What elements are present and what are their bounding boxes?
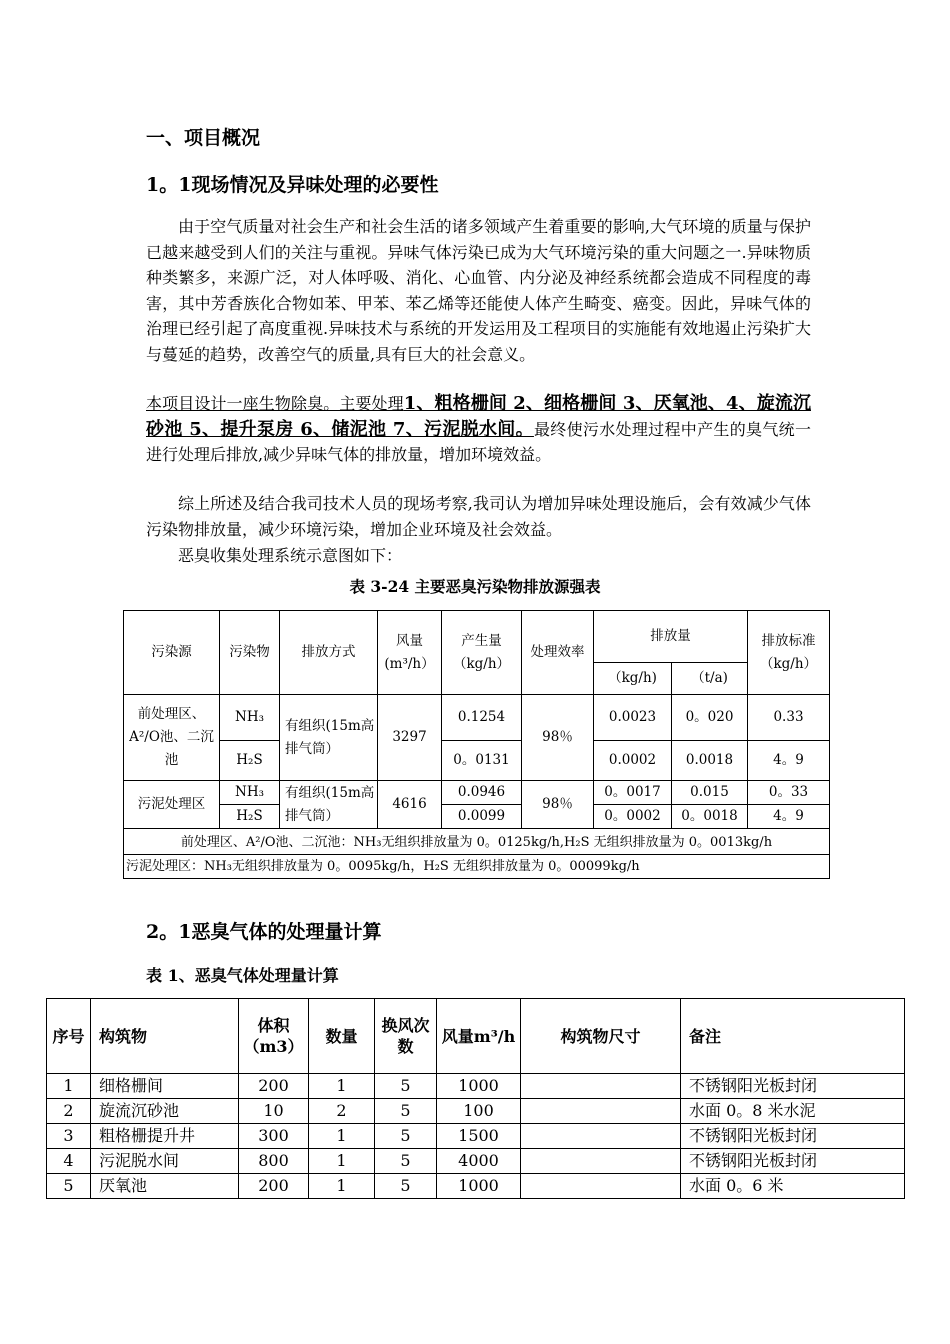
subsection-heading-site-situation: 1。1现场情况及异味处理的必要性 (146, 174, 439, 196)
t1-cell: 0.0002 (594, 741, 672, 781)
t2-cell: 1000 (437, 1074, 521, 1099)
t2-cell (521, 1099, 681, 1124)
t2-cell: 1000 (437, 1174, 521, 1199)
t2-cell (521, 1074, 681, 1099)
t2-cell: 5 (375, 1174, 437, 1199)
t2-cell: 5 (375, 1124, 437, 1149)
t1-cell: H₂S (220, 741, 280, 781)
t1-cell: 0。0017 (594, 781, 672, 805)
t2-cell: 4 (47, 1149, 91, 1174)
t1-cell: 0.0946 (442, 781, 522, 805)
t2-cell: 10 (239, 1099, 309, 1124)
odor-volume-table (46, 998, 905, 1199)
paragraph-conclusion: 综上所述及结合我司技术人员的现场考察,我司认为增加异味处理设施后，会有效减少气体污染物排放量，减少环境污染，增加企业环境及社会效益。 (146, 494, 811, 539)
t2-cell: 5 (375, 1099, 437, 1124)
t1-note-fugitive-2: 污泥处理区：NH₃无组织排放量为 0。0095kg/h，H₂S 无组织排放量为 0。00099kg/h (124, 855, 830, 879)
table-row (47, 1074, 905, 1099)
t1-cell: 0。020 (672, 695, 748, 741)
table-row (47, 1099, 905, 1124)
t1-note-fugitive-1: 前处理区、A²/O池、二沉池：NH₃无组织排放量为 0。0125kg/h,H₂S 无组织排放量为 0。0013kg/h (124, 829, 830, 855)
table1-caption: 表 3-24 主要恶臭污染物排放源强表 (349, 577, 601, 596)
t2-cell: 细格栅间 (91, 1074, 239, 1099)
t1-group1-source: 前处理区、A²/O池、二沉池 (124, 695, 220, 781)
t1-header-standard: 排放标准 （kg/h） (748, 611, 830, 695)
t1-header-source: 污染源 (124, 611, 220, 695)
table-row (47, 1174, 905, 1199)
t1-cell: 4。9 (748, 805, 830, 829)
t1-header-pollutant: 污染物 (220, 611, 280, 695)
t1-group1-method: 有组织(15m高排气筒） (280, 695, 378, 781)
t2-cell: 1500 (437, 1124, 521, 1149)
t2-cell: 100 (437, 1099, 521, 1124)
t1-group1-efficiency: 98％ (522, 695, 594, 781)
t1-cell: 0。0002 (594, 805, 672, 829)
paragraph-project-scope (146, 391, 811, 468)
t1-group2-efficiency: 98％ (522, 781, 594, 829)
t1-header-efficiency: 处理效率 (522, 611, 594, 695)
t2-cell: 2 (309, 1099, 375, 1124)
t2-header-qty: 数量 (309, 999, 375, 1074)
t1-cell: 0.0099 (442, 805, 522, 829)
t1-header-method: 排放方式 (280, 611, 378, 695)
t1-cell: 0。33 (748, 781, 830, 805)
t2-header-air: 风量m³/h (437, 999, 521, 1074)
table-row (47, 1149, 905, 1174)
t2-cell: 5 (375, 1074, 437, 1099)
t1-cell: 0.1254 (442, 695, 522, 741)
t1-group2-method: 有组织(15m高排气筒） (280, 781, 378, 829)
scope-tail-text: 最终使污水处理过程中产生的臭气统一进行处理后排放,减少异味气体的排放量，增加环境效益。 (146, 419, 811, 464)
t1-header-emission: 排放量 (594, 611, 748, 663)
scope-lead-text: 本项目设计一座生物除臭。主要处理 (146, 394, 404, 413)
t2-cell (521, 1149, 681, 1174)
t2-header-volume: 体积（m3） (239, 999, 309, 1074)
t1-cell: 0.33 (748, 695, 830, 741)
t2-cell: 1 (309, 1174, 375, 1199)
t2-cell: 3 (47, 1124, 91, 1149)
t1-cell: 4。9 (748, 741, 830, 781)
t2-cell: 旋流沉砂池 (91, 1099, 239, 1124)
t2-cell: 2 (47, 1099, 91, 1124)
t1-cell: H₂S (220, 805, 280, 829)
t1-header-generation: 产生量 （kg/h） (442, 611, 522, 695)
t2-cell: 5 (375, 1149, 437, 1174)
t2-cell: 300 (239, 1124, 309, 1149)
t2-cell: 水面 0。6 米 (681, 1174, 905, 1199)
t2-cell: 水面 0。8 米水泥 (681, 1099, 905, 1124)
paragraph-diagram-intro: 恶臭收集处理系统示意图如下： (178, 546, 403, 565)
t1-cell: 0.0018 (672, 741, 748, 781)
t2-cell: 1 (309, 1124, 375, 1149)
t1-group2-source: 污泥处理区 (124, 781, 220, 829)
t2-header-name: 构筑物 (91, 999, 239, 1074)
t2-cell: 5 (47, 1174, 91, 1199)
t2-header-times: 换风次数 (375, 999, 437, 1074)
t1-header-emission-ta: （t/a) (672, 663, 748, 695)
t2-cell: 200 (239, 1174, 309, 1199)
t1-cell: 0。0018 (672, 805, 748, 829)
t2-cell (521, 1124, 681, 1149)
t2-cell (521, 1174, 681, 1199)
t1-cell: 0。0131 (442, 741, 522, 781)
t2-cell: 1 (309, 1074, 375, 1099)
t2-cell: 不锈钢阳光板封闭 (681, 1149, 905, 1174)
subsection-heading-volume-calc: 2。1恶臭气体的处理量计算 (146, 921, 382, 943)
t2-cell: 1 (309, 1149, 375, 1174)
t1-header-emission-kgh: （kg/h) (594, 663, 672, 695)
t2-cell: 800 (239, 1149, 309, 1174)
paragraph-background: 由于空气质量对社会生产和社会生活的诸多领域产生着重要的影响,大气环境的质量与保护已越来越受到人们的关注与重视。异味气体污染已成为大气环境污染的重大问题之一.异味物质种类繁多，来源广泛，对人体呼吸、消化、心血管、内分泌及神经系统都会造成不同程度的毒害，其中芳香族化合物如苯、甲苯、苯乙烯等还能使人体产生畸变、癌变。因此，异味气体的治理已经引起了高度重视.异味技术与系统的开发运用及工程项目的实施能有效地遏止污染扩大与蔓延的趋势，改善空气的质量,具有巨大的社会意义。 (146, 217, 811, 364)
t2-header-no: 序号 (47, 999, 91, 1074)
t1-group1-air: 3297 (378, 695, 442, 781)
scope-facility-list: 1、粗格栅间 2、细格栅间 3、厌氧池、4、旋流沉砂池 5、提升泵房 6、储泥池 7、污泥脱水间。 (146, 393, 811, 440)
t2-header-size: 构筑物尺寸 (521, 999, 681, 1074)
t2-cell: 污泥脱水间 (91, 1149, 239, 1174)
t2-header-remark: 备注 (681, 999, 905, 1074)
table2-caption: 表 1、恶臭气体处理量计算 (146, 966, 339, 985)
table-row (47, 1124, 905, 1149)
t2-cell: 不锈钢阳光板封闭 (681, 1124, 905, 1149)
t1-group2-air: 4616 (378, 781, 442, 829)
t1-cell: NH₃ (220, 695, 280, 741)
t2-cell: 4000 (437, 1149, 521, 1174)
t1-header-air-volume: 风量 (m³/h） (378, 611, 442, 695)
t2-cell: 1 (47, 1074, 91, 1099)
odor-emission-table (123, 610, 830, 879)
t2-cell: 不锈钢阳光板封闭 (681, 1074, 905, 1099)
t1-cell: 0.015 (672, 781, 748, 805)
section-heading-overview: 一、项目概况 (146, 127, 261, 149)
t1-cell: 0.0023 (594, 695, 672, 741)
t2-cell: 200 (239, 1074, 309, 1099)
t2-cell: 粗格栅提升井 (91, 1124, 239, 1149)
t1-cell: NH₃ (220, 781, 280, 805)
t2-cell: 厌氧池 (91, 1174, 239, 1199)
